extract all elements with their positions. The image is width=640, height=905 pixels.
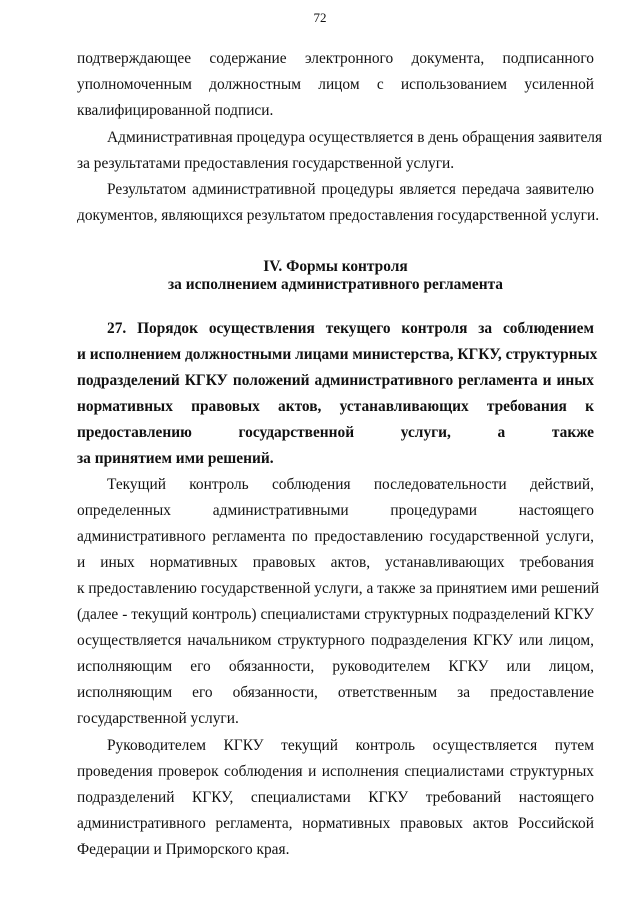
- subsection-heading: предоставлению государственной услуги, а также: [77, 424, 594, 441]
- section-heading: за исполнением административного регламента: [167, 276, 504, 293]
- text-line: определенных административными процедурами настоящего: [77, 502, 594, 519]
- text-line: подразделений КГКУ, специалистами КГКУ требований настоящего: [77, 789, 594, 806]
- text-line: проведения проверок соблюдения и исполнения специалистами структурных: [77, 763, 594, 780]
- text-line: Федерации и Приморского края.: [77, 841, 290, 858]
- subsection-heading: и исполнением должностными лицами министерства, КГКУ, структурных: [77, 346, 598, 363]
- subsection-heading: 27. Порядок осуществления текущего контроля за соблюдением: [107, 320, 594, 337]
- text-line: Административная процедура осуществляется в день обращения заявителя: [107, 129, 603, 146]
- text-line: Руководителем КГКУ текущий контроль осуществляется путем: [107, 737, 594, 754]
- text-line: Результатом административной процедуры является передача заявителю: [107, 181, 594, 198]
- subsection-heading: за принятием ими решений.: [77, 450, 274, 467]
- text-line: к предоставлению государственной услуги, а также за принятием ими решений: [77, 580, 600, 597]
- text-line: государственной услуги.: [77, 710, 239, 727]
- text-line: исполняющим его обязанности, руководителем КГКУ или лицом,: [77, 658, 594, 675]
- text-line: осуществляется начальником структурного подразделения КГКУ или лицом,: [77, 632, 594, 649]
- text-line: квалифицированной подписи.: [77, 102, 274, 119]
- text-line: (далее - текущий контроль) специалистами структурных подразделений КГКУ: [77, 606, 594, 623]
- text-line: и иных нормативных правовых актов, устанавливающих требования: [77, 554, 594, 571]
- page-number: 72: [313, 10, 327, 25]
- text-line: административного регламента, нормативных правовых актов Российской: [77, 815, 594, 832]
- text-line: документов, являющихся результатом предоставления государственной услуги.: [77, 207, 600, 224]
- text-line: исполняющим его обязанности, ответственным за предоставление: [77, 684, 594, 701]
- text-line: за результатами предоставления государственной услуги.: [77, 155, 455, 172]
- text-line: уполномоченным должностным лицом с использованием усиленной: [77, 76, 594, 93]
- subsection-heading: нормативных правовых актов, устанавливающих требования к: [77, 398, 594, 415]
- subsection-heading: подразделений КГКУ положений административного регламента и иных: [77, 372, 594, 389]
- text-line: Текущий контроль соблюдения последовательности действий,: [107, 476, 594, 493]
- text-line: административного регламента по предоставлению государственной услуги,: [77, 528, 594, 545]
- section-heading: IV. Формы контроля: [263, 258, 408, 275]
- text-line: подтверждающее содержание электронного документа, подписанного: [77, 50, 594, 67]
